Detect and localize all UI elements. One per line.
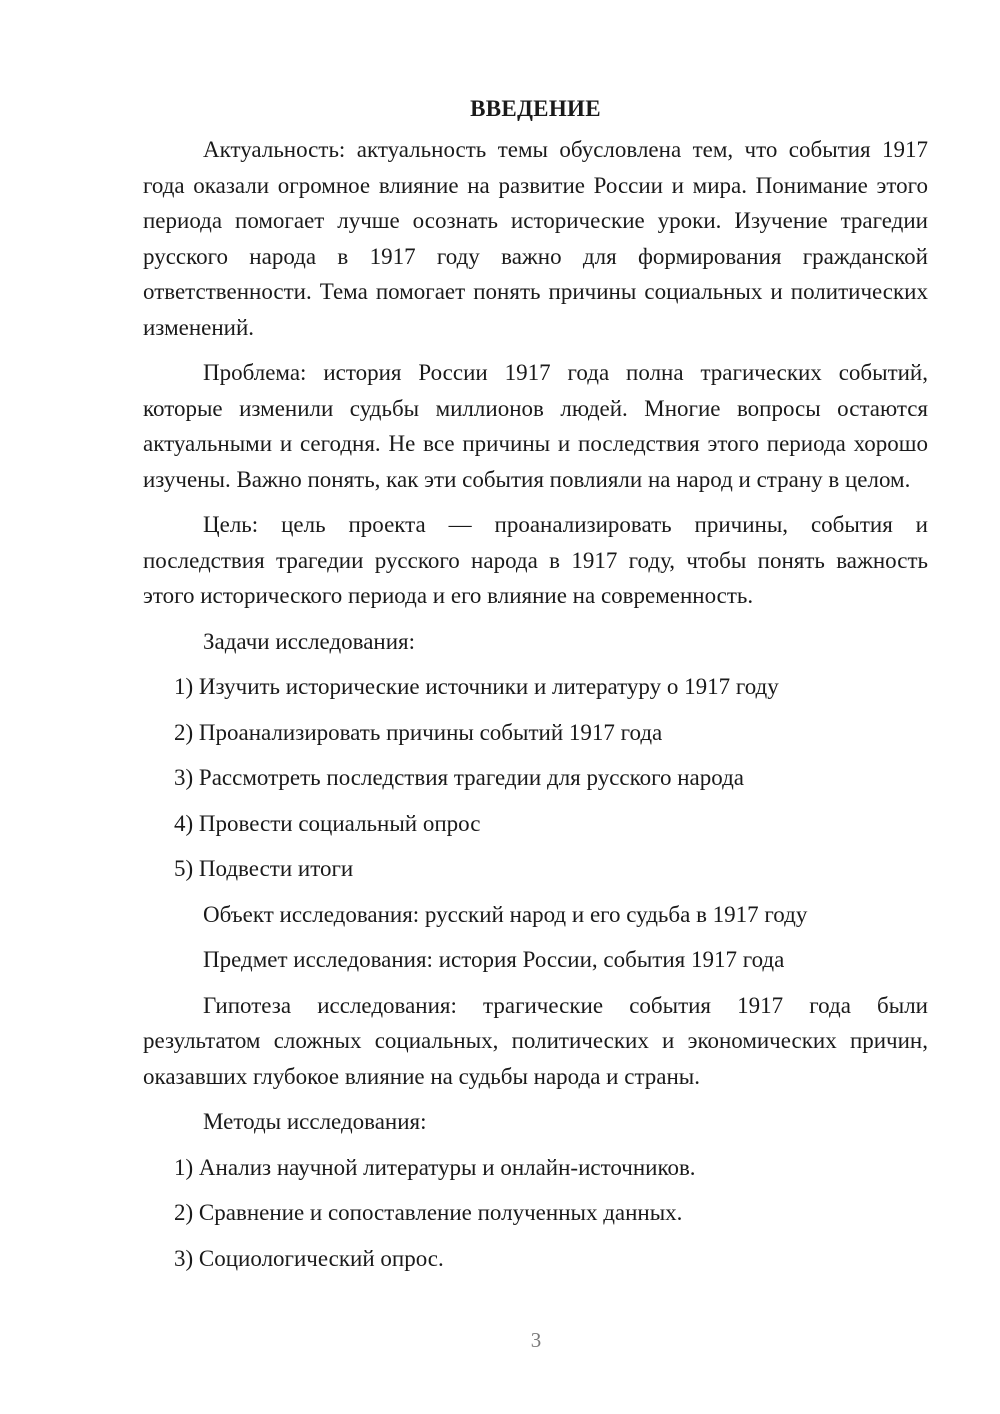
problem-paragraph: Проблема: история России 1917 года полна трагических событий, которые изменили судьбы миллионов людей. Многие вопросы остаются актуальными и сегодня. Не все причины и последствия этого периода хорошо изучены. Важно понять, как эти события повлияли на народ и страну в целом. (143, 360, 928, 492)
relevance-paragraph: Актуальность: актуальность темы обусловлена тем, что события 1917 года оказали огромное влияние на развитие России и мира. Понимание этого периода помогает лучше осознать исторические уроки. Изучение трагедии русского народа в 1917 году важно для формирования гражданской ответственности. Тема помогает понять причины социальных и политических изменений. (143, 137, 928, 340)
list-item: 3) Социологический опрос. (174, 1245, 444, 1271)
methods-list (143, 1150, 928, 1277)
list-item: 1) Изучить исторические источники и литературу о 1917 году (174, 674, 779, 699)
document-page (143, 92, 928, 1286)
list-item: 2) Сравнение и сопоставление полученных данных. (174, 1200, 683, 1225)
list-item: 1) Анализ научной литературы и онлайн-источников. (174, 1154, 696, 1180)
hypothesis-paragraph: Гипотеза исследования: трагические события 1917 года были результатом сложных социальных, политических и экономических причин, оказавших глубокое влияние на судьбы народа и страны. (143, 992, 928, 1089)
tasks-list (143, 669, 928, 887)
list-item: 2) Проанализировать причины событий 1917 года (174, 719, 663, 745)
list-item: 3) Рассмотреть последствия трагедии для русского народа (174, 765, 744, 790)
list-item: 5) Подвести итоги (174, 856, 354, 881)
methods-heading: Методы исследования: (203, 1109, 427, 1134)
goal-paragraph: Цель: цель проекта — проанализировать причины, события и последствия трагедии русского народа в 1917 году, чтобы понять важность этого исторического периода и его влияние на современность. (143, 512, 928, 608)
page-number: 3 (530, 1328, 542, 1352)
object-paragraph: Объект исследования: русский народ и его судьба в 1917 году (203, 901, 808, 927)
tasks-heading: Задачи исследования: (203, 628, 416, 654)
page-title: ВВЕДЕНИЕ (470, 96, 601, 121)
subject-paragraph: Предмет исследования: история России, события 1917 года (203, 947, 785, 972)
list-item: 4) Провести социальный опрос (174, 810, 481, 836)
